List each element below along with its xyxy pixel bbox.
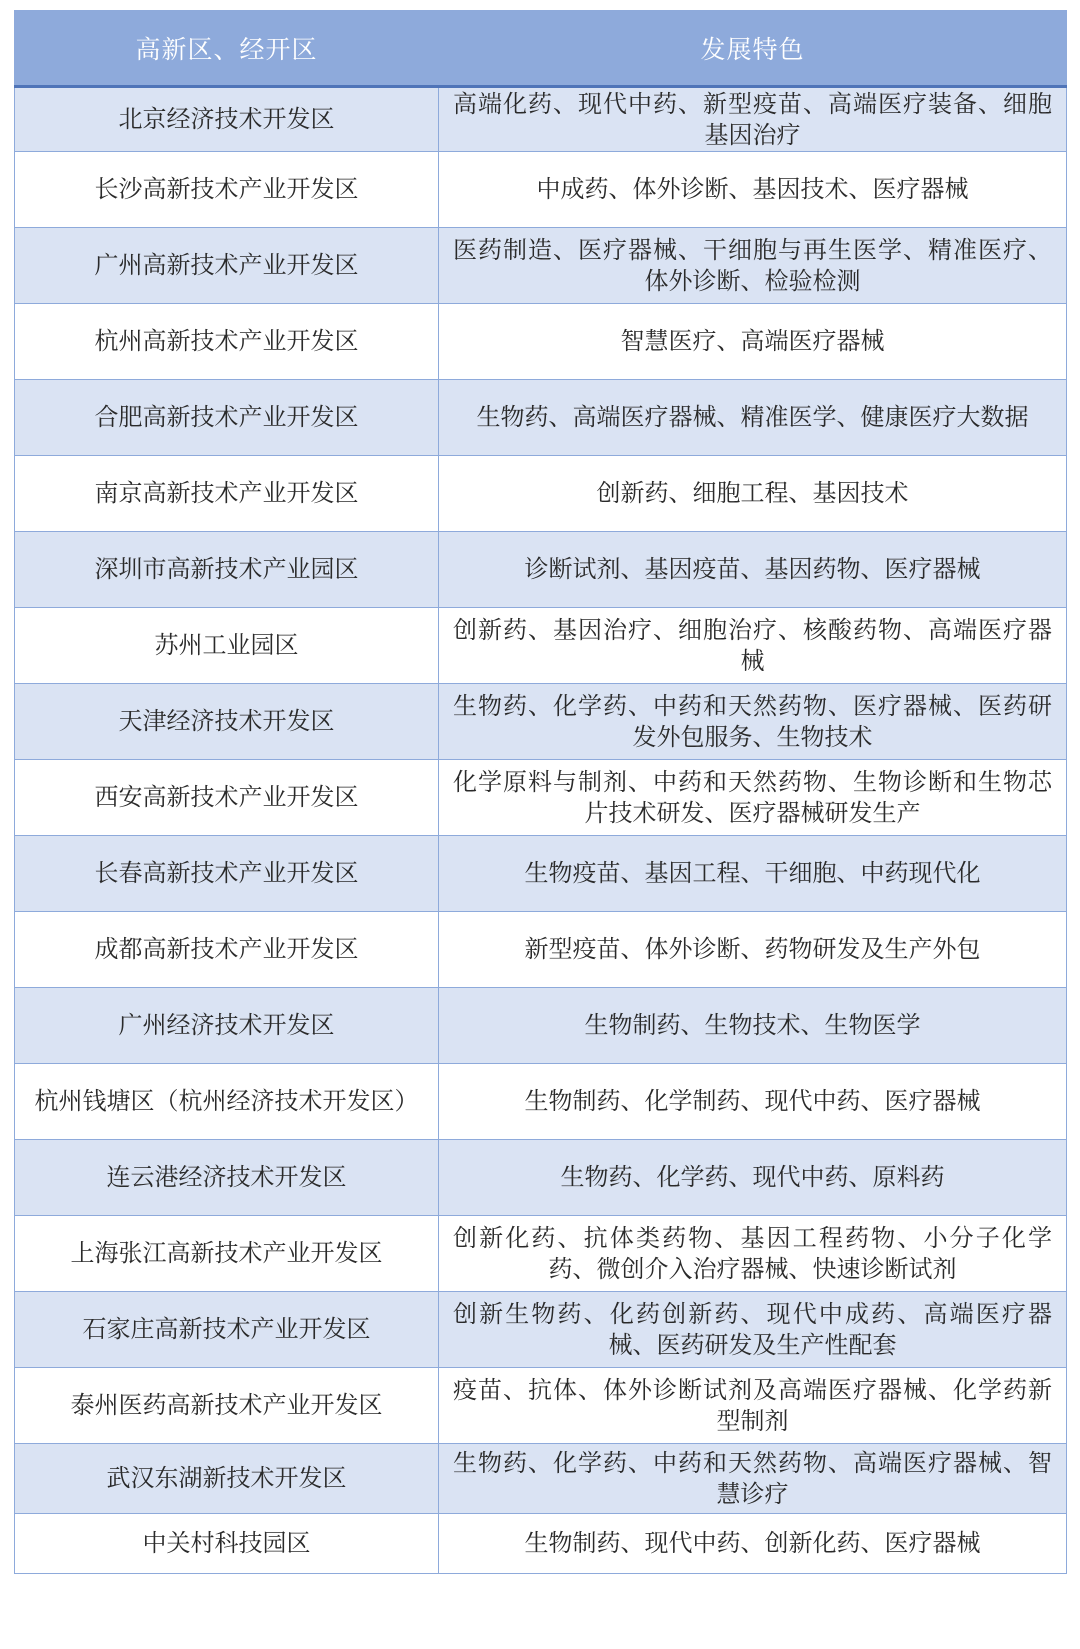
- table-row: [15, 1514, 1067, 1574]
- feature-cell: 智慧医疗、高端医疗器械: [439, 304, 1067, 380]
- table-row: [15, 456, 1067, 532]
- table-header: [15, 11, 1067, 87]
- table-row: [15, 760, 1067, 836]
- zone-cell: 杭州钱塘区（杭州经济技术开发区）: [15, 1064, 439, 1140]
- zone-cell: 中关村科技园区: [15, 1514, 439, 1574]
- zone-cell: 合肥高新技术产业开发区: [15, 380, 439, 456]
- table-row: [15, 1064, 1067, 1140]
- table-row: [15, 87, 1067, 152]
- feature-cell: 化学原料与制剂、中药和天然药物、生物诊断和生物芯片技术研发、医疗器械研发生产: [439, 760, 1067, 836]
- zone-cell: 连云港经济技术开发区: [15, 1140, 439, 1216]
- header-feature: 发展特色: [439, 11, 1067, 87]
- feature-cell: 中成药、体外诊断、基因技术、医疗器械: [439, 152, 1067, 228]
- table-container: [14, 10, 1066, 1574]
- zone-cell: 苏州工业园区: [15, 608, 439, 684]
- table-row: [15, 1444, 1067, 1514]
- table-row: [15, 988, 1067, 1064]
- feature-cell: 创新生物药、化药创新药、现代中成药、高端医疗器械、医药研发及生产性配套: [439, 1292, 1067, 1368]
- feature-cell: 生物药、化学药、中药和天然药物、医疗器械、医药研发外包服务、生物技术: [439, 684, 1067, 760]
- zone-cell: 广州高新技术产业开发区: [15, 228, 439, 304]
- feature-cell: 生物制药、化学制药、现代中药、医疗器械: [439, 1064, 1067, 1140]
- feature-cell: 生物制药、现代中药、创新化药、医疗器械: [439, 1514, 1067, 1574]
- feature-cell: 生物药、化学药、中药和天然药物、高端医疗器械、智慧诊疗: [439, 1444, 1067, 1514]
- zone-cell: 石家庄高新技术产业开发区: [15, 1292, 439, 1368]
- table-row: [15, 304, 1067, 380]
- table-row: [15, 532, 1067, 608]
- zone-cell: 广州经济技术开发区: [15, 988, 439, 1064]
- table-row: [15, 912, 1067, 988]
- feature-cell: 疫苗、抗体、体外诊断试剂及高端医疗器械、化学药新型制剂: [439, 1368, 1067, 1444]
- zone-cell: 上海张江高新技术产业开发区: [15, 1216, 439, 1292]
- zone-cell: 杭州高新技术产业开发区: [15, 304, 439, 380]
- table-row: [15, 608, 1067, 684]
- table-row: [15, 1216, 1067, 1292]
- feature-cell: 高端化药、现代中药、新型疫苗、高端医疗装备、细胞基因治疗: [439, 87, 1067, 152]
- feature-cell: 生物制药、生物技术、生物医学: [439, 988, 1067, 1064]
- header-zone: 高新区、经开区: [15, 11, 439, 87]
- zone-cell: 长春高新技术产业开发区: [15, 836, 439, 912]
- feature-cell: 新型疫苗、体外诊断、药物研发及生产外包: [439, 912, 1067, 988]
- feature-cell: 生物药、化学药、现代中药、原料药: [439, 1140, 1067, 1216]
- table-row: [15, 228, 1067, 304]
- table-row: [15, 836, 1067, 912]
- feature-cell: 创新药、基因治疗、细胞治疗、核酸药物、高端医疗器械: [439, 608, 1067, 684]
- zone-cell: 长沙高新技术产业开发区: [15, 152, 439, 228]
- zone-cell: 泰州医药高新技术产业开发区: [15, 1368, 439, 1444]
- table-row: [15, 684, 1067, 760]
- zone-cell: 南京高新技术产业开发区: [15, 456, 439, 532]
- feature-cell: 生物疫苗、基因工程、干细胞、中药现代化: [439, 836, 1067, 912]
- zone-cell: 西安高新技术产业开发区: [15, 760, 439, 836]
- zone-cell: 深圳市高新技术产业园区: [15, 532, 439, 608]
- table-row: [15, 1140, 1067, 1216]
- zone-cell: 成都高新技术产业开发区: [15, 912, 439, 988]
- header-row: [15, 11, 1067, 87]
- feature-cell: 创新化药、抗体类药物、基因工程药物、小分子化学药、微创介入治疗器械、快速诊断试剂: [439, 1216, 1067, 1292]
- table-row: [15, 152, 1067, 228]
- zone-cell: 武汉东湖新技术开发区: [15, 1444, 439, 1514]
- zone-cell: 天津经济技术开发区: [15, 684, 439, 760]
- development-zone-table: [14, 10, 1067, 1574]
- table-row: [15, 1292, 1067, 1368]
- table-row: [15, 380, 1067, 456]
- feature-cell: 诊断试剂、基因疫苗、基因药物、医疗器械: [439, 532, 1067, 608]
- feature-cell: 生物药、高端医疗器械、精准医学、健康医疗大数据: [439, 380, 1067, 456]
- zone-cell: 北京经济技术开发区: [15, 87, 439, 152]
- table-row: [15, 1368, 1067, 1444]
- feature-cell: 医药制造、医疗器械、干细胞与再生医学、精准医疗、体外诊断、检验检测: [439, 228, 1067, 304]
- feature-cell: 创新药、细胞工程、基因技术: [439, 456, 1067, 532]
- table-body: [15, 87, 1067, 1574]
